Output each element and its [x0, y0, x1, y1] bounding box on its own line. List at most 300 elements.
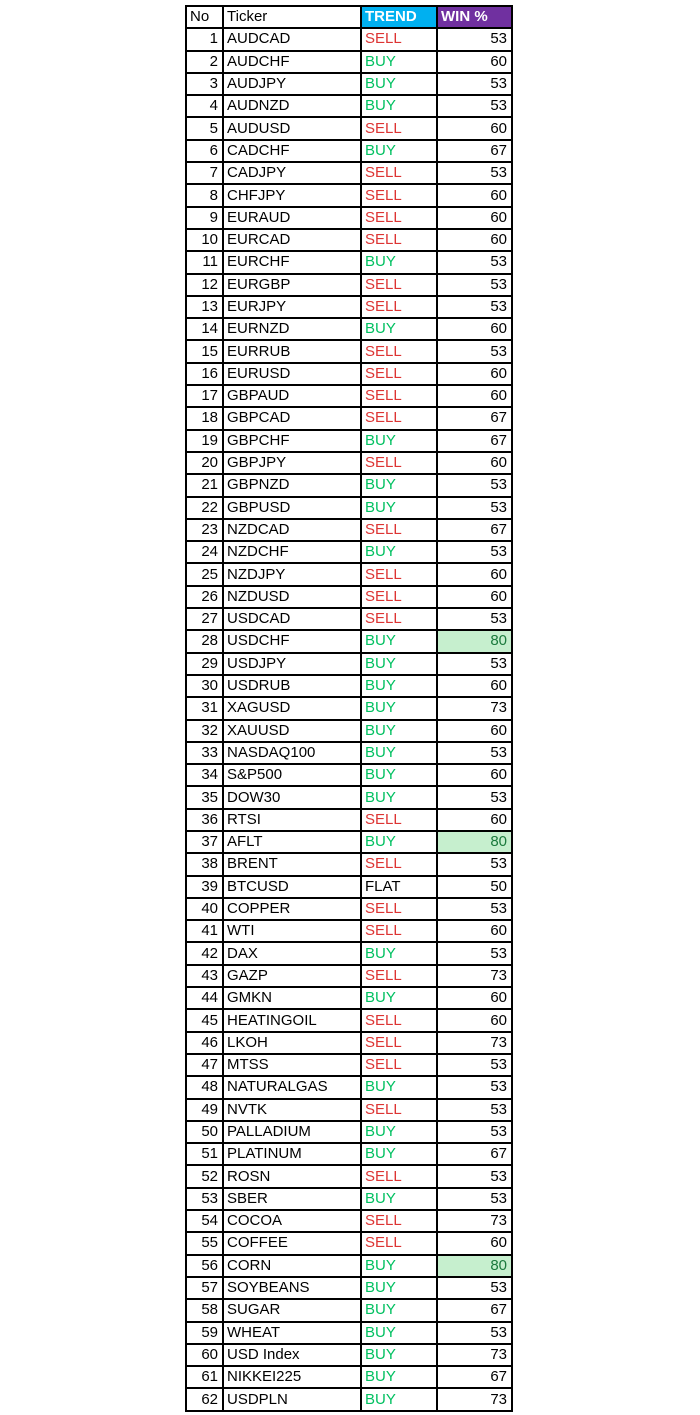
row-number-cell: 36	[186, 809, 223, 831]
row-number-cell: 46	[186, 1032, 223, 1054]
table-row	[186, 363, 512, 385]
ticker-cell: EURGBP	[223, 274, 361, 296]
ticker-cell: EURJPY	[223, 296, 361, 318]
win-percent-cell: 60	[437, 1009, 512, 1031]
table-row	[186, 497, 512, 519]
row-number-cell: 29	[186, 653, 223, 675]
ticker-cell: NZDCHF	[223, 541, 361, 563]
win-percent-cell: 53	[437, 251, 512, 273]
table-row	[186, 117, 512, 139]
trend-cell: BUY	[361, 1388, 437, 1410]
table-row	[186, 942, 512, 964]
table-row	[186, 1210, 512, 1232]
trend-cell: SELL	[361, 162, 437, 184]
win-percent-cell: 60	[437, 563, 512, 585]
ticker-cell: HEATINGOIL	[223, 1009, 361, 1031]
table-row	[186, 274, 512, 296]
win-percent-cell: 53	[437, 340, 512, 362]
table-row	[186, 809, 512, 831]
table-row	[186, 95, 512, 117]
table-row	[186, 430, 512, 452]
ticker-cell: USDPLN	[223, 1388, 361, 1410]
win-percent-cell: 53	[437, 474, 512, 496]
table-row	[186, 720, 512, 742]
row-number-cell: 2	[186, 51, 223, 73]
trend-cell: BUY	[361, 675, 437, 697]
table-row	[186, 764, 512, 786]
trend-cell: SELL	[361, 563, 437, 585]
row-number-cell: 17	[186, 385, 223, 407]
trend-cell: SELL	[361, 1032, 437, 1054]
ticker-cell: GMKN	[223, 987, 361, 1009]
trend-cell: BUY	[361, 1143, 437, 1165]
trend-cell: BUY	[361, 1277, 437, 1299]
ticker-cell: COFFEE	[223, 1232, 361, 1254]
trend-cell: SELL	[361, 1232, 437, 1254]
win-percent-cell: 53	[437, 73, 512, 95]
trend-cell: BUY	[361, 1121, 437, 1143]
table-row	[186, 1322, 512, 1344]
row-number-cell: 33	[186, 742, 223, 764]
win-percent-cell: 60	[437, 720, 512, 742]
trend-cell: SELL	[361, 586, 437, 608]
row-number-cell: 48	[186, 1076, 223, 1098]
table-row	[186, 1344, 512, 1366]
trend-cell: BUY	[361, 786, 437, 808]
trend-cell: SELL	[361, 452, 437, 474]
trend-cell: BUY	[361, 251, 437, 273]
trend-cell: SELL	[361, 340, 437, 362]
win-percent-cell: 80	[437, 831, 512, 853]
win-percent-cell: 67	[437, 1143, 512, 1165]
row-number-cell: 45	[186, 1009, 223, 1031]
ticker-cell: GBPNZD	[223, 474, 361, 496]
row-number-cell: 6	[186, 140, 223, 162]
trend-cell: BUY	[361, 630, 437, 652]
win-percent-cell: 53	[437, 296, 512, 318]
ticker-cell: AUDCAD	[223, 28, 361, 50]
table-row	[186, 987, 512, 1009]
table-row	[186, 630, 512, 652]
row-number-cell: 41	[186, 920, 223, 942]
win-percent-cell: 67	[437, 1299, 512, 1321]
table-row	[186, 1099, 512, 1121]
trend-cell: BUY	[361, 474, 437, 496]
ticker-cell: SBER	[223, 1188, 361, 1210]
win-percent-cell: 53	[437, 653, 512, 675]
row-number-cell: 30	[186, 675, 223, 697]
ticker-cell: EURCHF	[223, 251, 361, 273]
win-percent-cell: 53	[437, 786, 512, 808]
trend-cell: BUY	[361, 497, 437, 519]
ticker-cell: S&P500	[223, 764, 361, 786]
row-number-cell: 22	[186, 497, 223, 519]
table-row	[186, 340, 512, 362]
table-row	[186, 51, 512, 73]
win-percent-cell: 73	[437, 1210, 512, 1232]
row-number-cell: 44	[186, 987, 223, 1009]
table-row	[186, 876, 512, 898]
ticker-cell: BTCUSD	[223, 876, 361, 898]
row-number-cell: 26	[186, 586, 223, 608]
win-percent-cell: 53	[437, 942, 512, 964]
win-percent-cell: 60	[437, 207, 512, 229]
table-row	[186, 207, 512, 229]
table-row	[186, 1366, 512, 1388]
table-row	[186, 608, 512, 630]
ticker-cell: NZDUSD	[223, 586, 361, 608]
row-number-cell: 56	[186, 1255, 223, 1277]
ticker-cell: NASDAQ100	[223, 742, 361, 764]
ticker-cell: NATURALGAS	[223, 1076, 361, 1098]
trend-cell: BUY	[361, 720, 437, 742]
trend-cell: SELL	[361, 407, 437, 429]
ticker-cell: WTI	[223, 920, 361, 942]
table-row	[186, 1143, 512, 1165]
trend-cell: SELL	[361, 920, 437, 942]
trend-cell: SELL	[361, 1165, 437, 1187]
trend-cell: BUY	[361, 95, 437, 117]
table-row	[186, 1255, 512, 1277]
ticker-cell: GBPCHF	[223, 430, 361, 452]
table-row	[186, 831, 512, 853]
row-number-cell: 16	[186, 363, 223, 385]
trend-cell: SELL	[361, 28, 437, 50]
table-row	[186, 1277, 512, 1299]
table-row	[186, 1165, 512, 1187]
ticker-cell: CADCHF	[223, 140, 361, 162]
ticker-cell: NVTK	[223, 1099, 361, 1121]
ticker-cell: BRENT	[223, 853, 361, 875]
trend-cell: BUY	[361, 1366, 437, 1388]
table-row	[186, 474, 512, 496]
ticker-cell: NZDCAD	[223, 519, 361, 541]
table-row	[186, 452, 512, 474]
row-number-cell: 24	[186, 541, 223, 563]
win-percent-cell: 53	[437, 1099, 512, 1121]
row-number-cell: 60	[186, 1344, 223, 1366]
row-number-cell: 61	[186, 1366, 223, 1388]
row-number-cell: 34	[186, 764, 223, 786]
table-row	[186, 853, 512, 875]
table-row	[186, 1388, 512, 1410]
win-percent-cell: 53	[437, 608, 512, 630]
row-number-cell: 12	[186, 274, 223, 296]
win-percent-cell: 60	[437, 385, 512, 407]
row-number-cell: 38	[186, 853, 223, 875]
ticker-cell: PLATINUM	[223, 1143, 361, 1165]
table-row	[186, 1076, 512, 1098]
table-row	[186, 1299, 512, 1321]
win-percent-cell: 73	[437, 1032, 512, 1054]
table-row	[186, 28, 512, 50]
row-number-cell: 13	[186, 296, 223, 318]
ticker-cell: XAUUSD	[223, 720, 361, 742]
row-number-cell: 11	[186, 251, 223, 273]
win-percent-cell: 60	[437, 363, 512, 385]
row-number-cell: 4	[186, 95, 223, 117]
table-row	[186, 742, 512, 764]
win-percent-cell: 53	[437, 1121, 512, 1143]
ticker-cell: USD Index	[223, 1344, 361, 1366]
ticker-cell: AUDJPY	[223, 73, 361, 95]
trend-cell: BUY	[361, 51, 437, 73]
win-percent-cell: 60	[437, 229, 512, 251]
trend-cell: SELL	[361, 363, 437, 385]
trend-cell: SELL	[361, 1210, 437, 1232]
row-number-cell: 49	[186, 1099, 223, 1121]
table-row	[186, 229, 512, 251]
win-percent-cell: 80	[437, 630, 512, 652]
row-number-cell: 31	[186, 697, 223, 719]
row-number-cell: 37	[186, 831, 223, 853]
ticker-cell: USDRUB	[223, 675, 361, 697]
ticker-cell: GBPJPY	[223, 452, 361, 474]
row-number-cell: 47	[186, 1054, 223, 1076]
row-number-cell: 5	[186, 117, 223, 139]
table-row	[186, 541, 512, 563]
row-number-cell: 53	[186, 1188, 223, 1210]
row-number-cell: 27	[186, 608, 223, 630]
row-number-cell: 7	[186, 162, 223, 184]
win-percent-cell: 60	[437, 920, 512, 942]
table-row	[186, 898, 512, 920]
trend-cell: BUY	[361, 653, 437, 675]
ticker-cell: AFLT	[223, 831, 361, 853]
win-percent-cell: 60	[437, 452, 512, 474]
column-header-win: WIN %	[437, 6, 512, 28]
ticker-cell: AUDCHF	[223, 51, 361, 73]
ticker-cell: PALLADIUM	[223, 1121, 361, 1143]
row-number-cell: 18	[186, 407, 223, 429]
row-number-cell: 62	[186, 1388, 223, 1410]
table-row	[186, 586, 512, 608]
ticker-cell: MTSS	[223, 1054, 361, 1076]
ticker-cell: EURCAD	[223, 229, 361, 251]
trend-cell: SELL	[361, 207, 437, 229]
ticker-cell: USDJPY	[223, 653, 361, 675]
win-percent-cell: 53	[437, 853, 512, 875]
row-number-cell: 1	[186, 28, 223, 50]
win-percent-cell: 60	[437, 117, 512, 139]
ticker-cell: XAGUSD	[223, 697, 361, 719]
win-percent-cell: 60	[437, 675, 512, 697]
ticker-cell: AUDNZD	[223, 95, 361, 117]
win-percent-cell: 60	[437, 809, 512, 831]
table-row	[186, 920, 512, 942]
trend-cell: BUY	[361, 430, 437, 452]
row-number-cell: 39	[186, 876, 223, 898]
win-percent-cell: 60	[437, 184, 512, 206]
win-percent-cell: 67	[437, 519, 512, 541]
trend-cell: SELL	[361, 519, 437, 541]
table-row	[186, 519, 512, 541]
ticker-cell: USDCAD	[223, 608, 361, 630]
ticker-cell: COCOA	[223, 1210, 361, 1232]
trend-cell: SELL	[361, 385, 437, 407]
trend-cell: BUY	[361, 73, 437, 95]
win-percent-cell: 53	[437, 898, 512, 920]
trend-cell: BUY	[361, 1322, 437, 1344]
signals-table	[185, 5, 513, 1412]
row-number-cell: 55	[186, 1232, 223, 1254]
win-percent-cell: 53	[437, 1165, 512, 1187]
win-percent-cell: 53	[437, 95, 512, 117]
win-percent-cell: 67	[437, 407, 512, 429]
win-percent-cell: 73	[437, 697, 512, 719]
row-number-cell: 51	[186, 1143, 223, 1165]
row-number-cell: 8	[186, 184, 223, 206]
table-row	[186, 653, 512, 675]
ticker-cell: ROSN	[223, 1165, 361, 1187]
row-number-cell: 28	[186, 630, 223, 652]
row-number-cell: 52	[186, 1165, 223, 1187]
win-percent-cell: 53	[437, 28, 512, 50]
ticker-cell: EURRUB	[223, 340, 361, 362]
table-row	[186, 786, 512, 808]
ticker-cell: LKOH	[223, 1032, 361, 1054]
trend-cell: SELL	[361, 229, 437, 251]
trend-cell: BUY	[361, 1076, 437, 1098]
trend-cell: SELL	[361, 296, 437, 318]
trend-cell: BUY	[361, 942, 437, 964]
trend-cell: SELL	[361, 965, 437, 987]
row-number-cell: 35	[186, 786, 223, 808]
win-percent-cell: 73	[437, 965, 512, 987]
table-row	[186, 1032, 512, 1054]
win-percent-cell: 53	[437, 497, 512, 519]
header-row	[186, 6, 512, 28]
trend-cell: SELL	[361, 1054, 437, 1076]
ticker-cell: WHEAT	[223, 1322, 361, 1344]
win-percent-cell: 53	[437, 162, 512, 184]
table-row	[186, 318, 512, 340]
trend-cell: BUY	[361, 1344, 437, 1366]
row-number-cell: 3	[186, 73, 223, 95]
row-number-cell: 20	[186, 452, 223, 474]
ticker-cell: EURNZD	[223, 318, 361, 340]
table-row	[186, 1121, 512, 1143]
win-percent-cell: 60	[437, 1232, 512, 1254]
win-percent-cell: 60	[437, 764, 512, 786]
row-number-cell: 21	[186, 474, 223, 496]
win-percent-cell: 53	[437, 1322, 512, 1344]
table-row	[186, 385, 512, 407]
win-percent-cell: 80	[437, 1255, 512, 1277]
row-number-cell: 58	[186, 1299, 223, 1321]
ticker-cell: AUDUSD	[223, 117, 361, 139]
table-row	[186, 73, 512, 95]
row-number-cell: 43	[186, 965, 223, 987]
table-row	[186, 563, 512, 585]
win-percent-cell: 53	[437, 541, 512, 563]
ticker-cell: NIKKEI225	[223, 1366, 361, 1388]
trend-cell: BUY	[361, 831, 437, 853]
table-row	[186, 296, 512, 318]
ticker-cell: USDCHF	[223, 630, 361, 652]
trend-cell: SELL	[361, 1009, 437, 1031]
win-percent-cell: 73	[437, 1344, 512, 1366]
win-percent-cell: 53	[437, 274, 512, 296]
trend-cell: BUY	[361, 742, 437, 764]
table-row	[186, 1054, 512, 1076]
trend-cell: BUY	[361, 140, 437, 162]
win-percent-cell: 50	[437, 876, 512, 898]
table-row	[186, 251, 512, 273]
trend-cell: SELL	[361, 853, 437, 875]
win-percent-cell: 53	[437, 1188, 512, 1210]
row-number-cell: 19	[186, 430, 223, 452]
row-number-cell: 57	[186, 1277, 223, 1299]
trend-cell: SELL	[361, 117, 437, 139]
table-row	[186, 1232, 512, 1254]
trend-cell: SELL	[361, 1099, 437, 1121]
row-number-cell: 23	[186, 519, 223, 541]
trend-cell: SELL	[361, 184, 437, 206]
table-row	[186, 1009, 512, 1031]
row-number-cell: 25	[186, 563, 223, 585]
table-row	[186, 1188, 512, 1210]
win-percent-cell: 73	[437, 1388, 512, 1410]
ticker-cell: DOW30	[223, 786, 361, 808]
row-number-cell: 15	[186, 340, 223, 362]
trend-cell: BUY	[361, 1299, 437, 1321]
row-number-cell: 32	[186, 720, 223, 742]
win-percent-cell: 53	[437, 742, 512, 764]
row-number-cell: 9	[186, 207, 223, 229]
win-percent-cell: 60	[437, 318, 512, 340]
trend-cell: FLAT	[361, 876, 437, 898]
win-percent-cell: 53	[437, 1076, 512, 1098]
column-header-trend: TREND	[361, 6, 437, 28]
ticker-cell: SUGAR	[223, 1299, 361, 1321]
trend-cell: SELL	[361, 274, 437, 296]
win-percent-cell: 60	[437, 586, 512, 608]
table-row	[186, 184, 512, 206]
win-percent-cell: 67	[437, 430, 512, 452]
signals-table-body	[186, 28, 512, 1410]
row-number-cell: 14	[186, 318, 223, 340]
row-number-cell: 10	[186, 229, 223, 251]
win-percent-cell: 60	[437, 987, 512, 1009]
win-percent-cell: 67	[437, 1366, 512, 1388]
ticker-cell: GBPAUD	[223, 385, 361, 407]
ticker-cell: RTSI	[223, 809, 361, 831]
ticker-cell: COPPER	[223, 898, 361, 920]
table-row	[186, 697, 512, 719]
ticker-cell: GBPCAD	[223, 407, 361, 429]
trend-cell: SELL	[361, 809, 437, 831]
ticker-cell: NZDJPY	[223, 563, 361, 585]
trend-cell: SELL	[361, 608, 437, 630]
trend-cell: SELL	[361, 898, 437, 920]
row-number-cell: 59	[186, 1322, 223, 1344]
table-row	[186, 965, 512, 987]
trend-cell: BUY	[361, 318, 437, 340]
trend-cell: BUY	[361, 1255, 437, 1277]
trend-cell: BUY	[361, 697, 437, 719]
ticker-cell: GAZP	[223, 965, 361, 987]
ticker-cell: CHFJPY	[223, 184, 361, 206]
ticker-cell: EURAUD	[223, 207, 361, 229]
ticker-cell: EURUSD	[223, 363, 361, 385]
win-percent-cell: 67	[437, 140, 512, 162]
ticker-cell: SOYBEANS	[223, 1277, 361, 1299]
column-header-no: No	[186, 6, 223, 28]
row-number-cell: 50	[186, 1121, 223, 1143]
win-percent-cell: 53	[437, 1054, 512, 1076]
row-number-cell: 54	[186, 1210, 223, 1232]
